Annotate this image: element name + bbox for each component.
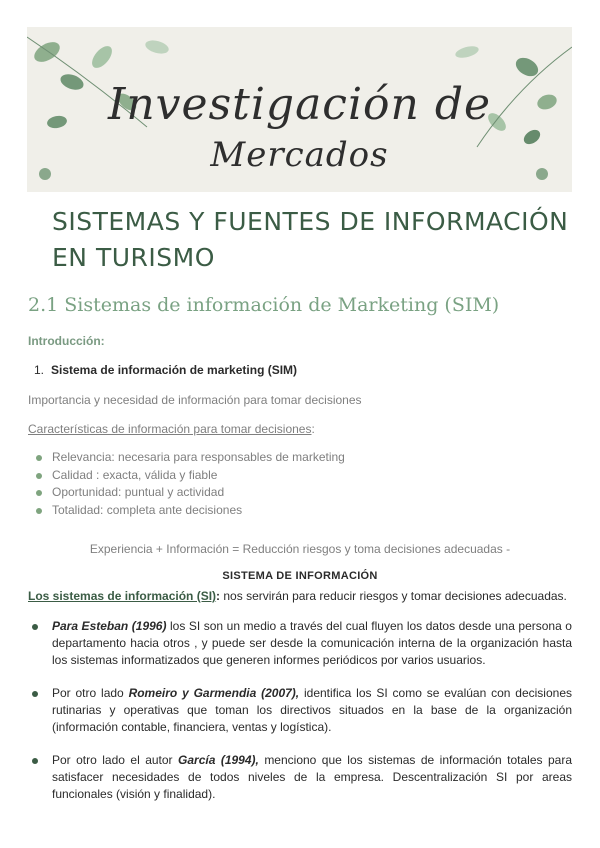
numbered-item xyxy=(34,363,297,377)
bullet-paragraph xyxy=(32,685,572,735)
banner-title-line1: Investigación de xyxy=(107,79,492,130)
bullet-icon xyxy=(36,473,42,479)
systems-sentence xyxy=(28,589,567,603)
characteristics-heading-text: Características de información para tomar decisiones xyxy=(28,422,312,436)
item-number: 1. xyxy=(34,363,45,377)
author-citation: Para Esteban (1996) xyxy=(52,619,167,633)
header-banner xyxy=(27,27,572,192)
list-item xyxy=(36,484,345,502)
bullet-text: menciono que los sistemas de información totales para satisfacer necesidades de todos niveles de la empresa. Descentralización SI por areas funcionales (visión y finalidad). xyxy=(52,753,572,801)
bullet-paragraph xyxy=(32,618,572,668)
systems-sentence-colon: : xyxy=(216,589,221,603)
bullet-prefix: Por otro lado xyxy=(52,686,129,700)
section-title: 2.1 Sistemas de información de Marketing (SIM) xyxy=(28,294,500,316)
bullet-prefix: Por otro lado el autor xyxy=(52,753,179,767)
bullet-text: los SI son un medio a través del cual fluyen los datos desde una persona o departamento hacia otros , y puede ser desde la comunicación interna de la organización hasta los sistemas informatizados que generen informes periódicos por varios usuarios. xyxy=(52,619,572,667)
list-item-text: Oportunidad: puntual y actividad xyxy=(52,485,225,499)
list-item-text: Totalidad: completa ante decisiones xyxy=(52,502,243,517)
item-text: Sistema de información de marketing (SIM) xyxy=(51,363,298,377)
bullet-paragraph xyxy=(32,752,572,802)
list-item-text: Calidad : exacta, válida y fiable xyxy=(52,467,218,482)
system-heading: SISTEMA DE INFORMACIÓN xyxy=(222,570,378,582)
bullet-icon xyxy=(32,758,38,764)
characteristics-heading xyxy=(28,422,315,436)
list-item xyxy=(36,502,345,520)
list-item xyxy=(36,449,345,467)
bullet-text: identifica los SI como se evalúan con decisiones rutinarias y operativas que toman los directivos situados en la base de la organización (información contable, financiera, ventas y logística). xyxy=(52,686,572,734)
characteristics-colon: : xyxy=(311,422,315,436)
formula: Experiencia + Información = Reducción riesgos y toma decisiones adecuadas - xyxy=(89,542,511,556)
list-item-text: Relevancia: necesaria para responsables de marketing xyxy=(52,450,345,464)
bullet-icon xyxy=(36,455,42,461)
list-item xyxy=(36,467,345,485)
document-title: SISTEMAS Y FUENTES DE INFORMACIÓN EN TURISMO xyxy=(52,207,569,272)
bullet-icon xyxy=(32,691,38,697)
banner-title-line2: Mercados xyxy=(210,135,389,175)
characteristics-list xyxy=(36,449,345,519)
author-citation: Romeiro y Garmendia (2007), xyxy=(128,686,300,700)
intro-label: Introducción: xyxy=(28,334,105,348)
systems-sentence-lead: Los sistemas de información (SI) xyxy=(28,589,217,603)
systems-sentence-rest: nos servirán para reducir riesgos y tomar decisiones adecuadas. xyxy=(220,589,567,603)
importance-text: Importancia y necesidad de información para tomar decisiones xyxy=(28,393,362,407)
bullet-icon xyxy=(36,490,42,496)
bullet-icon xyxy=(32,624,38,630)
author-citation: García (1994), xyxy=(178,753,259,767)
bullet-icon xyxy=(36,508,42,514)
